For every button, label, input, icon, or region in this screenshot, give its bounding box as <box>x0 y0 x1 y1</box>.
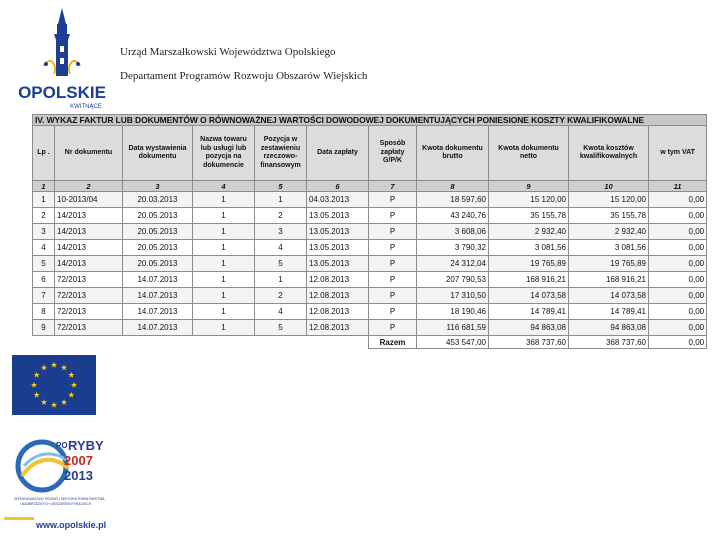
table-cell: 2 <box>33 208 55 224</box>
table-cell: 168 916,21 <box>489 272 569 288</box>
tower-icon <box>54 8 70 76</box>
table-cell: 14 073,58 <box>569 288 649 304</box>
table-cell: 72/2013 <box>55 320 123 336</box>
table-cell: 72/2013 <box>55 288 123 304</box>
column-number: 2 <box>55 181 123 192</box>
logo-tagline: KWITNĄCE <box>70 104 102 110</box>
column-number: 10 <box>569 181 649 192</box>
column-header: Nazwa towaru lub usługi lub pozycja na dokumencie <box>193 126 255 181</box>
table-cell: 2 932,40 <box>489 224 569 240</box>
table-row <box>33 304 707 320</box>
po-ryby-year-end: 2013 <box>64 468 93 483</box>
eu-flag-icon <box>12 355 96 415</box>
table-cell: 19 765,89 <box>569 256 649 272</box>
table-cell: 15 120,00 <box>569 192 649 208</box>
sum-row <box>33 336 707 349</box>
table-cell: 94 863,08 <box>489 320 569 336</box>
table-cell: 20.05.2013 <box>123 224 193 240</box>
table-cell: P <box>369 224 417 240</box>
table-cell: 35 155,78 <box>489 208 569 224</box>
sum-spacer <box>33 336 369 349</box>
table-cell: 20.05.2013 <box>123 240 193 256</box>
footer-accent-bar <box>4 517 34 520</box>
table-cell: P <box>369 256 417 272</box>
table-cell: 116 681,59 <box>417 320 489 336</box>
po-ryby-year-start: 2007 <box>64 453 93 468</box>
table-row <box>33 208 707 224</box>
table-cell: 0,00 <box>649 288 707 304</box>
table-body <box>33 192 707 336</box>
table-cell: 6 <box>33 272 55 288</box>
column-number: 9 <box>489 181 569 192</box>
table-cell: 0,00 <box>649 192 707 208</box>
table-row <box>33 320 707 336</box>
po-ryby-logo <box>12 432 112 518</box>
table-cell: 94 863,08 <box>569 320 649 336</box>
table-cell: 1 <box>193 288 255 304</box>
po-ryby-caption-2: I NADBRZEŻNYCH OBSZARÓW RYBACKICH <box>20 502 92 506</box>
table-cell: 2 <box>255 288 307 304</box>
table-cell: 13.05.2013 <box>307 240 369 256</box>
column-number: 7 <box>369 181 417 192</box>
table-cell: 2 <box>255 208 307 224</box>
table-cell: 14/2013 <box>55 240 123 256</box>
column-header: Data wystawienia dokumentu <box>123 126 193 181</box>
table-cell: P <box>369 272 417 288</box>
table-cell: 20.03.2013 <box>123 192 193 208</box>
table-cell: 1 <box>193 320 255 336</box>
table-row <box>33 240 707 256</box>
table-row <box>33 224 707 240</box>
table-cell: 1 <box>193 192 255 208</box>
table-cell: 24 312,04 <box>417 256 489 272</box>
table-cell: 4 <box>255 240 307 256</box>
table-cell: P <box>369 208 417 224</box>
table-cell: 5 <box>33 256 55 272</box>
table-cell: 3 <box>255 224 307 240</box>
table-cell: 12.08.2013 <box>307 288 369 304</box>
table-cell: 5 <box>255 320 307 336</box>
table-cell: 14.07.2013 <box>123 288 193 304</box>
table-cell: 14 073,58 <box>489 288 569 304</box>
table-cell: 12.08.2013 <box>307 320 369 336</box>
column-number: 11 <box>649 181 707 192</box>
table-cell: 35 155,78 <box>569 208 649 224</box>
table-cell: 3 608,06 <box>417 224 489 240</box>
po-ryby-po: PO <box>56 441 68 450</box>
header-office-name: Urząd Marszałkowski Województwa Opolskiego <box>120 46 336 58</box>
table-cell: 1 <box>193 272 255 288</box>
table-cell: 12.08.2013 <box>307 304 369 320</box>
table-cell: 13.05.2013 <box>307 208 369 224</box>
table-cell: 168 916,21 <box>569 272 649 288</box>
table-cell: 14/2013 <box>55 208 123 224</box>
column-number: 4 <box>193 181 255 192</box>
table-cell: 0,00 <box>649 304 707 320</box>
table-cell: 04.03.2013 <box>307 192 369 208</box>
table-cell: 3 081,56 <box>489 240 569 256</box>
sum-netto: 368 737,60 <box>489 336 569 349</box>
table-cell: 3 790,32 <box>417 240 489 256</box>
table-cell: 14/2013 <box>55 224 123 240</box>
table-cell: 0,00 <box>649 208 707 224</box>
table-cell: 1 <box>193 256 255 272</box>
table-cell: 0,00 <box>649 224 707 240</box>
po-ryby-title: RYBY <box>68 438 104 453</box>
table-cell: 19 765,89 <box>489 256 569 272</box>
sum-label: Razem <box>369 336 417 349</box>
opolskie-logo <box>14 6 110 110</box>
table-cell: 1 <box>33 192 55 208</box>
table-cell: P <box>369 320 417 336</box>
table-cell: 20.05.2013 <box>123 256 193 272</box>
table-cell: 17 310,50 <box>417 288 489 304</box>
table-cell: 1 <box>255 272 307 288</box>
sum-brutto: 453 547,00 <box>417 336 489 349</box>
table-cell: 18 190,46 <box>417 304 489 320</box>
table-cell: 2 932,40 <box>569 224 649 240</box>
table-cell: 3 <box>33 224 55 240</box>
table-cell: 4 <box>255 304 307 320</box>
footer-website-link[interactable]: www.opolskie.pl <box>36 520 107 530</box>
column-header: w tym VAT <box>649 126 707 181</box>
table-cell: 0,00 <box>649 240 707 256</box>
invoice-table <box>32 114 707 349</box>
column-number-row <box>33 181 707 192</box>
table-cell: 0,00 <box>649 320 707 336</box>
table-cell: 13.05.2013 <box>307 224 369 240</box>
table-cell: 14.07.2013 <box>123 272 193 288</box>
table-row <box>33 192 707 208</box>
po-ryby-caption-1: ZRÓWNOWAŻONY ROZWÓJ SEKTORA RYBOŁÓWSTWA <box>14 497 105 501</box>
table-cell: 14.07.2013 <box>123 304 193 320</box>
table-cell: 5 <box>255 256 307 272</box>
column-header: Lp . <box>33 126 55 181</box>
table-cell: 20.05.2013 <box>123 208 193 224</box>
column-header: Sposób zapłaty G/P/K <box>369 126 417 181</box>
table-cell: 14 789,41 <box>569 304 649 320</box>
table-cell: 10-2013/04 <box>55 192 123 208</box>
table-cell: 0,00 <box>649 256 707 272</box>
table-row <box>33 288 707 304</box>
table-cell: 1 <box>193 304 255 320</box>
table-title: IV. WYKAZ FAKTUR LUB DOKUMENTÓW O RÓWNOWAŻNEJ WARTOŚCI DOWODOWEJ DOKUMENTUJĄCYCH PONIESIONE KOSZTY KWALIFIKOWALNE <box>33 115 707 126</box>
column-number: 6 <box>307 181 369 192</box>
table-cell: P <box>369 192 417 208</box>
table-cell: 1 <box>255 192 307 208</box>
column-header: Kwota kosztów kwalifikowalnych <box>569 126 649 181</box>
column-header: Kwota dokumentu netto <box>489 126 569 181</box>
table-cell: 14 789,41 <box>489 304 569 320</box>
column-number: 1 <box>33 181 55 192</box>
sum-kwalifikowalne: 368 737,60 <box>569 336 649 349</box>
table-cell: 12.08.2013 <box>307 272 369 288</box>
table-cell: 14.07.2013 <box>123 320 193 336</box>
column-header: Pozycja w zestawieniu rzeczowo-finansowym <box>255 126 307 181</box>
table-cell: 14/2013 <box>55 256 123 272</box>
column-header: Nr dokumentu <box>55 126 123 181</box>
invoice-table-container <box>32 114 706 349</box>
table-cell: 207 790,53 <box>417 272 489 288</box>
table-cell: 1 <box>193 240 255 256</box>
table-header-row <box>33 126 707 181</box>
table-cell: 7 <box>33 288 55 304</box>
column-number: 3 <box>123 181 193 192</box>
column-header: Data zapłaty <box>307 126 369 181</box>
table-cell: 18 597,60 <box>417 192 489 208</box>
table-cell: 1 <box>193 224 255 240</box>
table-cell: 9 <box>33 320 55 336</box>
logo-name: OPOLSKIE <box>18 83 106 102</box>
table-cell: 4 <box>33 240 55 256</box>
table-cell: 1 <box>193 208 255 224</box>
table-cell: 0,00 <box>649 272 707 288</box>
header-department-name: Departament Programów Rozwoju Obszarów Wiejskich <box>120 70 368 82</box>
column-header: Kwota dokumentu brutto <box>417 126 489 181</box>
column-number: 8 <box>417 181 489 192</box>
table-cell: 8 <box>33 304 55 320</box>
table-cell: P <box>369 288 417 304</box>
column-number: 5 <box>255 181 307 192</box>
table-cell: 3 081,56 <box>569 240 649 256</box>
table-row <box>33 256 707 272</box>
sum-vat: 0,00 <box>649 336 707 349</box>
table-cell: 72/2013 <box>55 304 123 320</box>
table-cell: 43 240,76 <box>417 208 489 224</box>
table-cell: 15 120,00 <box>489 192 569 208</box>
table-cell: 13.05.2013 <box>307 256 369 272</box>
table-cell: P <box>369 240 417 256</box>
table-row <box>33 272 707 288</box>
table-cell: P <box>369 304 417 320</box>
table-cell: 72/2013 <box>55 272 123 288</box>
